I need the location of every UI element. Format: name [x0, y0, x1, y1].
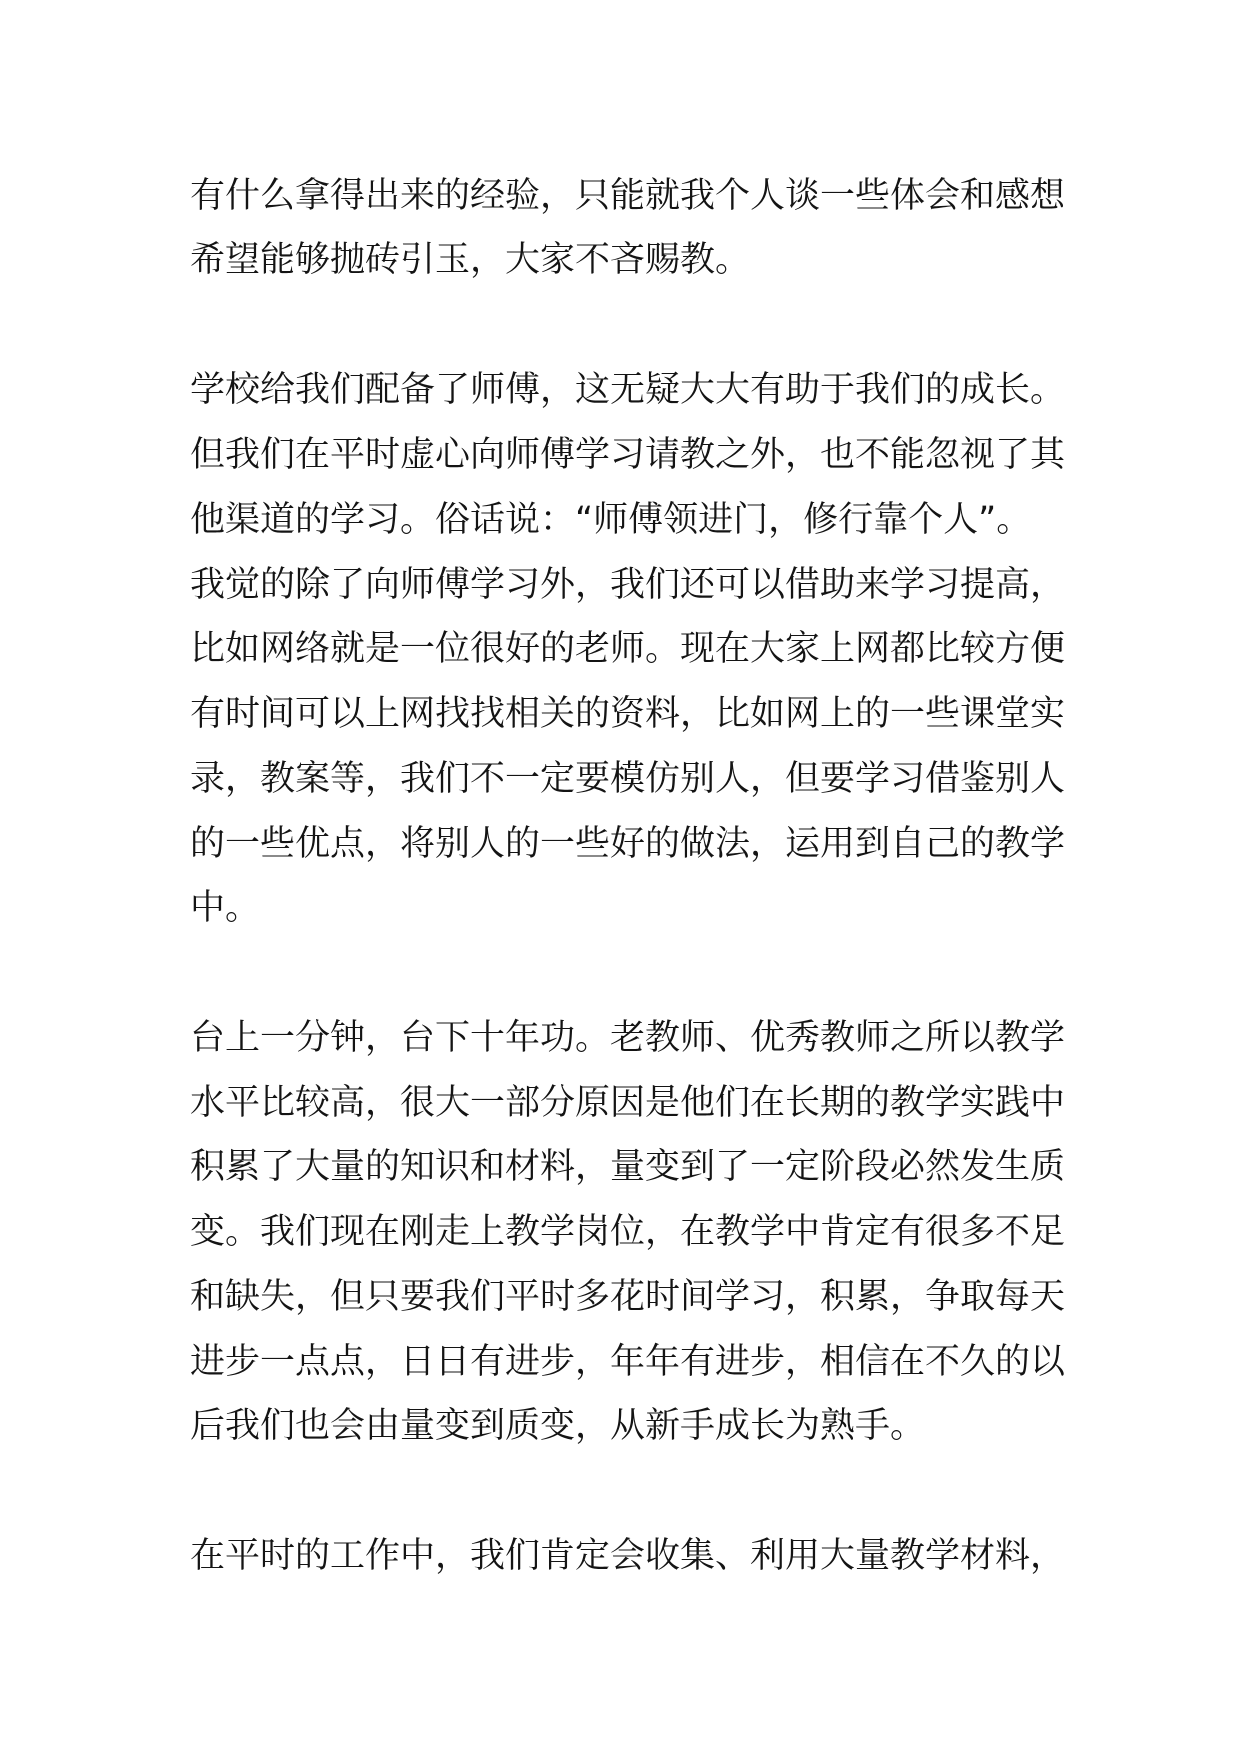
text-line-8: 有时间可以上网找找相关的资料，比如网上的一些课堂实: [190, 694, 1066, 734]
text-line-1: 有什么拿得出来的经验，只能就我个人谈一些体会和感想: [190, 176, 1066, 216]
text-line-6: 我觉的除了向师傅学习外，我们还可以借助来学习提高，: [190, 565, 1066, 605]
text-line-16: 和缺失，但只要我们平时多花时间学习，积累，争取每天: [190, 1277, 1066, 1317]
text-line-15: 变。我们现在刚走上教学岗位，在教学中肯定有很多不足: [190, 1212, 1066, 1252]
text-line-5: 他渠道的学习。俗话说：“师傅领进门，修行靠个人”。: [190, 500, 1032, 540]
text-line-11: 中。: [190, 888, 261, 928]
text-line-19: 在平时的工作中，我们肯定会收集、利用大量教学材料，: [190, 1536, 1066, 1576]
text-line-10: 的一些优点，将别人的一些好的做法，运用到自己的教学: [190, 824, 1066, 864]
text-line-9: 录，教案等，我们不一定要模仿别人，但要学习借鉴别人: [190, 759, 1066, 799]
text-line-2: 希望能够抛砖引玉，大家不吝赐教。: [190, 240, 751, 280]
text-line-3: 学校给我们配备了师傅，这无疑大大有助于我们的成长。: [190, 370, 1066, 410]
text-line-12: 台上一分钟，台下十年功。老教师、优秀教师之所以教学: [190, 1018, 1066, 1058]
text-line-17: 进步一点点，日日有进步，年年有进步，相信在不久的以: [190, 1342, 1066, 1382]
text-line-7: 比如网络就是一位很好的老师。现在大家上网都比较方便: [190, 629, 1066, 669]
text-line-4: 但我们在平时虚心向师傅学习请教之外，也不能忽视了其: [190, 435, 1066, 475]
text-line-18: 后我们也会由量变到质变，从新手成长为熟手。: [190, 1406, 926, 1446]
text-line-14: 积累了大量的知识和材料，量变到了一定阶段必然发生质: [190, 1147, 1066, 1187]
text-line-13: 水平比较高，很大一部分原因是他们在长期的教学实践中: [190, 1083, 1066, 1123]
